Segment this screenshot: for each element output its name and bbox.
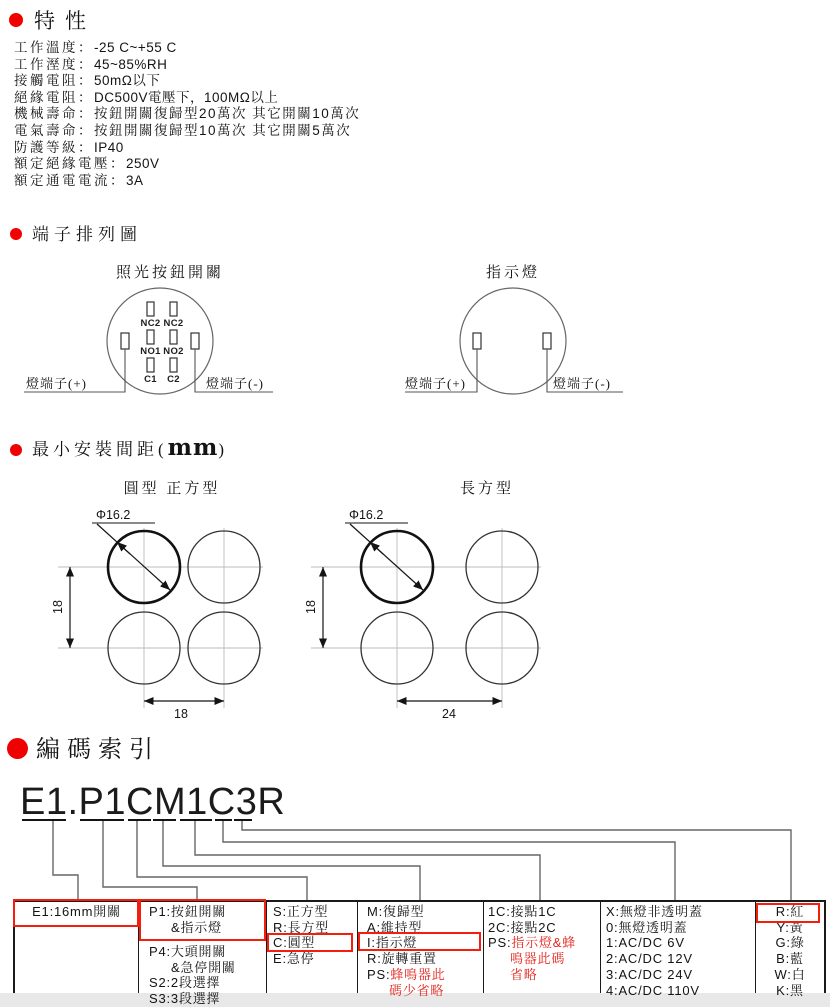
- lamp-pos-label: 燈端子(+): [26, 376, 87, 391]
- pin-no1: [147, 330, 154, 344]
- section-title-mounting: 最小安裝間距(mm): [32, 434, 229, 461]
- code-column-size: E1:16mm開關: [15, 902, 139, 993]
- code-column-color: R:紅 Y:黃 G:綠 B:藍 W:白 K:黑: [774, 904, 806, 998]
- spec-line-insulation-resistance: 絕緣電阻：DC500V電壓下，100MΩ以上: [14, 89, 279, 105]
- code-column-function: P1:按鈕開關 &指示燈 P4:大頭開關 &急停開關 S2:2段選擇 S3:3段選擇: [139, 902, 267, 993]
- spec-line-rated-insulation-voltage: 額定絕緣電壓：250V: [14, 156, 160, 172]
- code-connector-lines: [0, 778, 830, 900]
- horizontal-dimension-value: 18: [174, 707, 188, 721]
- coding-table: [13, 900, 826, 1007]
- code-leader-lines: [53, 821, 791, 900]
- diameter-label: Φ16.2: [349, 508, 384, 522]
- lamp-neg-label: 燈端子(-): [206, 376, 264, 391]
- ps-note: PS:指示燈&蜂: [488, 935, 577, 951]
- pin-c2: [170, 358, 177, 372]
- centerlines-left: [58, 528, 263, 708]
- indicator-pos-pin: [473, 333, 481, 349]
- pin-c1: [147, 358, 154, 372]
- code-column-shape: S:正方型 R:長方型 C:圓型 E:急停: [267, 902, 358, 993]
- terminal-arrangement-diagram: [0, 250, 830, 400]
- spec-line-contact-resistance: 接觸電阻：50mΩ以下: [14, 73, 161, 89]
- mounting-pitch-drawing: [0, 470, 830, 730]
- part-number: E1.P1CM1C3R: [20, 781, 286, 823]
- pin-label: NO1: [140, 346, 161, 357]
- mounting-left-title: 圓型 正方型: [123, 481, 221, 497]
- spec-line-humidity: 工作溼度：45~85%RH: [14, 56, 168, 72]
- spec-list: [14, 36, 361, 188]
- vertical-dimension-value: 18: [304, 600, 318, 614]
- section-title-coding: 編碼索引: [36, 737, 160, 763]
- mounting-right-title: 長方型: [459, 481, 515, 497]
- pin-label: C2: [167, 374, 180, 385]
- spec-line-mechanical-life: 機械壽命：按鈕開關復歸型20萬次 其它開關10萬次: [14, 106, 361, 122]
- highlighted-group: P1:按鈕開關 &指示燈: [149, 904, 227, 935]
- spec-line-rated-current: 額定通電電流：3A: [14, 172, 144, 188]
- vertical-dimension-value: 18: [51, 600, 65, 614]
- section-title-terminals: 端子排列圖: [32, 225, 142, 244]
- pin-label: NC2: [140, 318, 161, 329]
- indicator-neg-label: 燈端子(-): [553, 376, 611, 391]
- indicator-diagram-title: 指示燈: [485, 265, 541, 281]
- ps-note: PS:蜂鳴器此: [367, 966, 446, 982]
- pin-nc2-right: [170, 302, 177, 316]
- lamp-terminal-pos-pin: [121, 333, 129, 349]
- diameter-arrow-inner: [117, 542, 130, 554]
- section-bullet-coding: [7, 738, 28, 759]
- diameter-label: Φ16.2: [96, 508, 131, 522]
- lamp-terminal-neg-pin: [191, 333, 199, 349]
- horizontal-dimension-value: 24: [442, 707, 456, 721]
- spec-line-electrical-life: 電氣壽命：按鈕開關復歸型10萬次 其它開關5萬次: [14, 122, 352, 138]
- pin-label: NO2: [163, 346, 184, 357]
- section-bullet-characteristics: [9, 13, 23, 27]
- pin-label: C1: [144, 374, 157, 385]
- code-column-voltage: X:無燈非透明蓋 0:無燈透明蓋 1:AC/DC 6V 2:AC/DC 12V 3:AC/DC 24V 4:AC/DC 110V: [601, 902, 756, 993]
- section-bullet-terminals: [10, 228, 22, 240]
- section-bullet-mounting: [10, 444, 22, 456]
- switch-terminal-pins: [121, 302, 199, 372]
- switch-diagram-title: 照光按鈕開關: [115, 265, 225, 281]
- indicator-pos-label: 燈端子(+): [405, 376, 466, 391]
- code-column-action: M:復歸型 A:維持型 I:指示燈 R:旋轉重置 PS:蜂鳴器此 碼少省略: [358, 902, 484, 993]
- code-column-contacts: 1C:接點1C 2C:接點2C PS:指示燈&蜂 鳴器此碼 省略: [484, 902, 601, 993]
- indicator-terminal-pins: [473, 333, 551, 349]
- mm-unit: mm: [167, 434, 219, 461]
- pin-no2: [170, 330, 177, 344]
- centerlines-right: [311, 528, 541, 708]
- spec-line-temperature: 工作溫度：-25 C~+55 C: [14, 40, 177, 55]
- section-title-characteristics: 特性: [34, 9, 96, 33]
- spec-line-protection-rating: 防護等級：IP40: [14, 139, 124, 155]
- diameter-arrow-inner: [370, 542, 383, 554]
- pin-nc2-left: [147, 302, 154, 316]
- pin-label: NC2: [163, 318, 184, 329]
- indicator-neg-pin: [543, 333, 551, 349]
